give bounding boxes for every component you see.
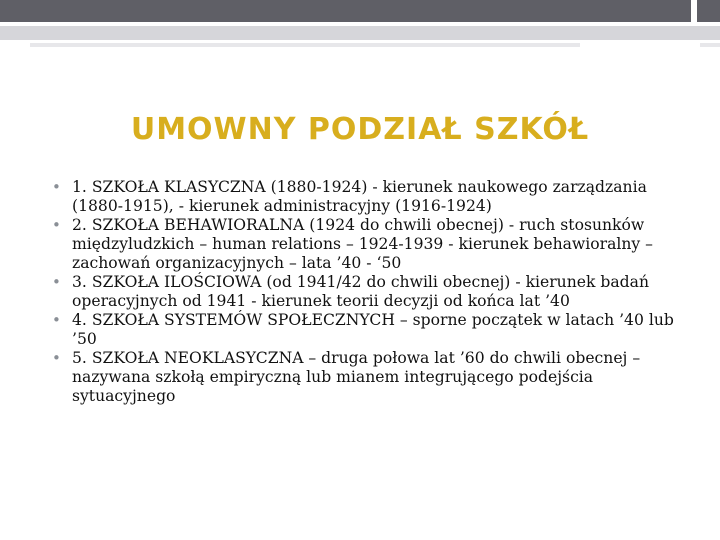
bullet-marker: •: [52, 273, 61, 291]
list-item: [28, 216, 698, 273]
list-item: [28, 273, 698, 311]
list-item: [28, 178, 698, 216]
bullet-marker: •: [52, 349, 61, 367]
header-rule-cap: [700, 43, 720, 47]
list-item-text: 1. SZKOŁA KLASYCZNA (1880-1924) - kierunek naukowego zarządzania (1880-1915), - kierunek administracyjny (1916-1924): [72, 178, 647, 215]
list-item: [28, 349, 698, 406]
header-bar: [0, 0, 691, 22]
list-item: [28, 311, 698, 349]
list-item-text: 2. SZKOŁA BEHAWIORALNA (1924 do chwili obecnej) - ruch stosunków międzyludzkich – human relations – 1924-1939 - kierunek behawioralny – zachowań organizacyjnych – lata ’40 - ‘50: [72, 216, 653, 272]
list-item-text: 3. SZKOŁA ILOŚCIOWA (od 1941/42 do chwili obecnej) - kierunek badań operacyjnych od 1941 - kierunek teorii decyzji od końca lat ’40: [72, 273, 650, 310]
bullet-marker: •: [52, 216, 61, 234]
list-item-text: 4. SZKOŁA SYSTEMÓW SPOŁECZNYCH – sporne początek w latach ’40 lub ’50: [72, 311, 674, 348]
bullet-marker: •: [52, 178, 61, 196]
list-item-text: 5. SZKOŁA NEOKLASYCZNA – druga połowa lat ’60 do chwili obecnej – nazywana szkołą empiryczną lub mianem integrującego podejścia sytuacyjnego: [72, 349, 641, 405]
bullet-marker: •: [52, 311, 61, 329]
header-rule: [30, 43, 580, 47]
slide-title: UMOWNY PODZIAŁ SZKÓŁ: [130, 112, 590, 147]
header-bar-cap: [697, 0, 720, 22]
header-stripe: [0, 26, 720, 40]
bullet-list: [28, 178, 698, 406]
